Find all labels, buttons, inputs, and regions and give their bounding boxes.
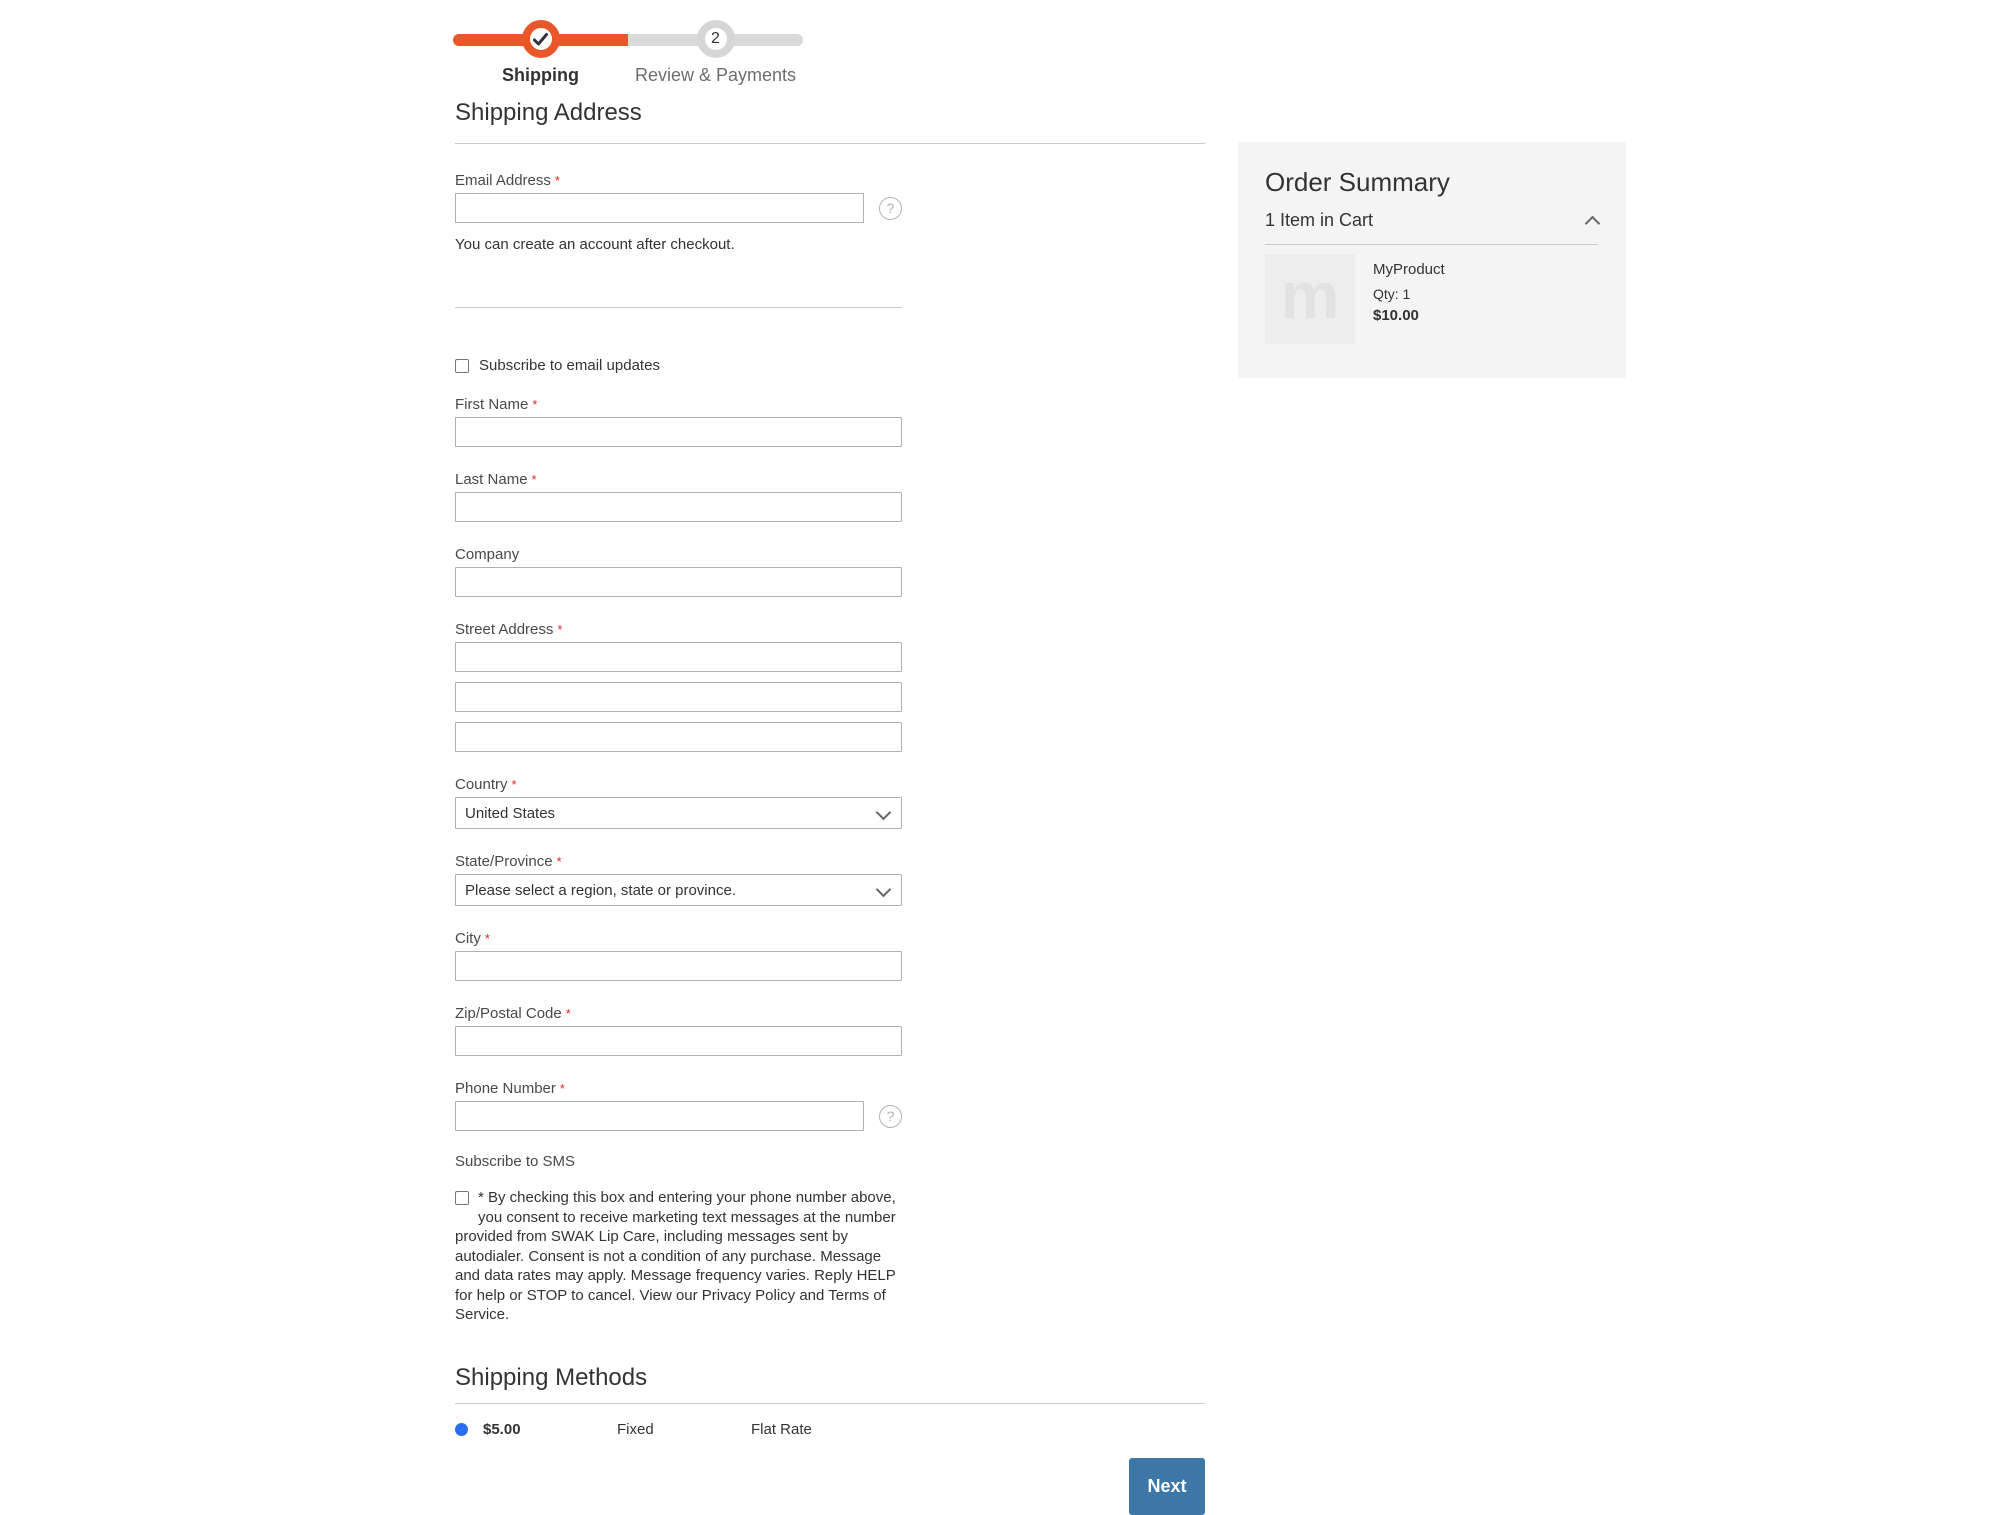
help-icon[interactable]: ?	[879, 197, 902, 220]
city-label: City *	[455, 930, 490, 947]
required-asterisk: *	[484, 931, 490, 946]
order-summary-title: Order Summary	[1265, 167, 1450, 197]
product-info	[1373, 254, 1445, 344]
subscribe-sms-label: Subscribe to SMS	[455, 1153, 576, 1170]
first-name-label: First Name *	[455, 396, 538, 413]
street-field-group	[455, 621, 902, 752]
sms-consent-text: * By checking this box and entering your phone number above, you consent to receive marketing text messages at the number provided from SWAK Lip Care, including messages sent by autodialer. Consent is not a condition of any purchase. Message and data rates may apply. Message frequency varies. Reply HELP for help or STOP to cancel. View our Privacy Policy and Terms of Service.	[455, 1189, 896, 1323]
email-input[interactable]	[455, 193, 864, 223]
zip-postal-code-input[interactable]	[455, 1026, 902, 1056]
country-field-group	[455, 776, 902, 829]
progress-marker-review	[697, 20, 735, 58]
first-name-input[interactable]	[455, 417, 902, 447]
required-asterisk: *	[531, 472, 537, 487]
state-province-select[interactable]	[455, 874, 902, 906]
progress-marker-shipping	[522, 20, 560, 58]
sms-field-group	[455, 1153, 902, 1325]
required-asterisk: *	[556, 854, 562, 869]
check-icon	[533, 33, 548, 46]
help-icon[interactable]: ?	[879, 1105, 902, 1128]
phone-number-label: Phone Number *	[455, 1080, 565, 1097]
product-thumbnail	[1265, 254, 1355, 344]
required-asterisk: *	[557, 622, 563, 637]
progress-step-shipping[interactable]	[453, 20, 628, 86]
street-line-2-input[interactable]	[455, 682, 902, 712]
email-label: Email Address *	[455, 172, 560, 189]
checkout-progress-bar	[453, 20, 803, 86]
progress-step-review-payments[interactable]	[628, 20, 803, 86]
form-divider	[455, 307, 902, 308]
subscribe-email-label: Subscribe to email updates	[479, 357, 660, 374]
sms-consent-block	[455, 1188, 907, 1325]
shipping-methods-title: Shipping Methods	[455, 1361, 1205, 1404]
required-asterisk: *	[565, 1006, 571, 1021]
method-carrier: Flat Rate	[751, 1420, 812, 1438]
subscribe-email-checkbox[interactable]	[455, 359, 469, 373]
next-button[interactable]: Next	[1129, 1458, 1205, 1515]
items-in-cart-label: 1 Item in Cart	[1265, 210, 1374, 230]
state-field-group	[455, 853, 902, 906]
cart-item	[1265, 254, 1598, 344]
shipping-address-title: Shipping Address	[455, 96, 1205, 144]
shipping-method-row[interactable]	[455, 1421, 1205, 1438]
street-address-label: Street Address *	[455, 621, 563, 638]
company-field-group	[455, 546, 902, 597]
magento-placeholder-icon: m	[1280, 258, 1340, 332]
city-field-group	[455, 930, 902, 981]
zip-postal-code-label: Zip/Postal Code *	[455, 1005, 571, 1022]
email-note: You can create an account after checkout.	[455, 236, 735, 253]
product-name: MyProduct	[1373, 261, 1445, 278]
last-name-field-group	[455, 471, 902, 522]
company-label: Company	[455, 546, 520, 563]
zip-field-group	[455, 1005, 902, 1056]
product-qty: Qty: 1	[1373, 286, 1411, 302]
required-asterisk: *	[559, 1081, 565, 1096]
phone-number-input[interactable]	[455, 1101, 864, 1131]
first-name-field-group	[455, 396, 902, 447]
product-price: $10.00	[1373, 307, 1419, 324]
required-asterisk: *	[532, 397, 538, 412]
phone-field-group	[455, 1080, 902, 1131]
method-price: $5.00	[483, 1420, 521, 1438]
method-type: Fixed	[617, 1420, 654, 1438]
shipping-methods-section	[455, 1361, 1205, 1515]
order-summary-panel	[1238, 142, 1626, 378]
company-input[interactable]	[455, 567, 902, 597]
subscribe-email-row	[455, 357, 902, 374]
shipping-address-form	[455, 172, 902, 1325]
step-number: 2	[711, 30, 720, 47]
progress-label-review-payments: Review & Payments	[634, 65, 797, 85]
subscribe-sms-checkbox[interactable]	[455, 1191, 469, 1205]
street-line-3-input[interactable]	[455, 722, 902, 752]
shipping-method-radio[interactable]	[455, 1423, 468, 1436]
required-asterisk: *	[511, 777, 517, 792]
state-province-label: State/Province *	[455, 853, 562, 870]
country-select[interactable]	[455, 797, 902, 829]
country-label: Country *	[455, 776, 517, 793]
progress-label-shipping: Shipping	[502, 65, 579, 85]
required-asterisk: *	[554, 173, 560, 188]
street-line-1-input[interactable]	[455, 642, 902, 672]
email-field-group	[455, 172, 902, 253]
city-input[interactable]	[455, 951, 902, 981]
chevron-up-icon	[1585, 215, 1601, 231]
step-actions	[455, 1458, 1205, 1515]
last-name-label: Last Name *	[455, 471, 537, 488]
items-in-cart-toggle[interactable]	[1265, 210, 1598, 245]
last-name-input[interactable]	[455, 492, 902, 522]
shipping-step-content	[455, 96, 1205, 1515]
